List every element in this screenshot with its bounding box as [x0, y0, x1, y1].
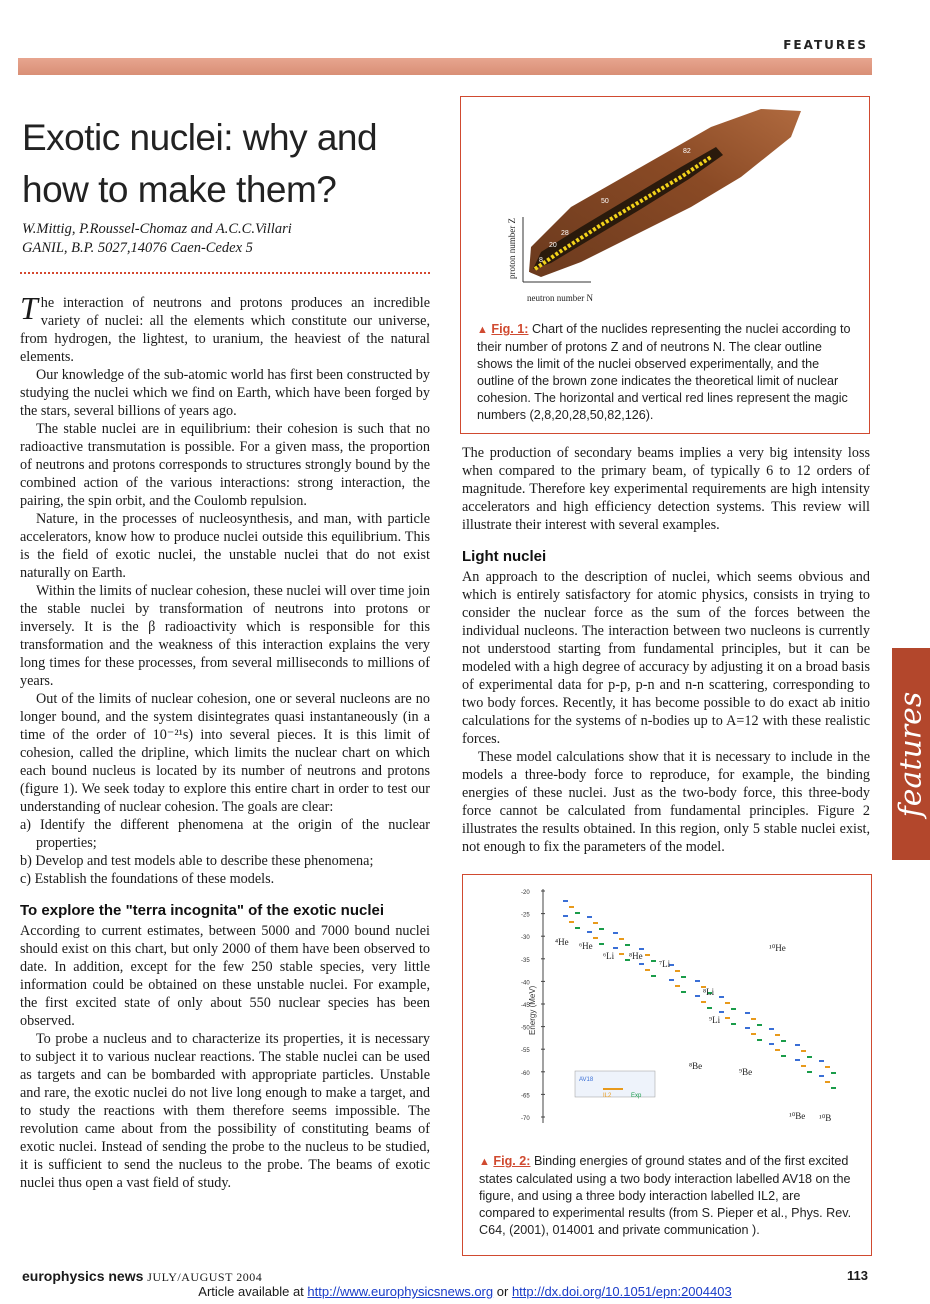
nucleus-label: ¹⁰B	[819, 1113, 832, 1123]
y-tick-label: -25	[521, 912, 530, 919]
section-heading: To explore the "terra incognita" of the exotic nuclei	[20, 902, 385, 919]
y-tick-label: -40	[521, 980, 530, 987]
paragraph: According to current estimates, between 5000 and 7000 bound nuclei should exist on this chart, but only 2000 of them have been observed to date. In addition, except for the few 250 stable species, very little information could be obtained on these unstable nuclei. For example, the first excited state of only about 550 nuclear species has been observed.	[20, 923, 430, 1029]
article-link-line	[0, 1284, 930, 1299]
figure-1	[460, 96, 870, 434]
nucleus-label: ¹⁰Be	[789, 1111, 806, 1121]
figure-2-tag: Fig. 2:	[493, 1154, 531, 1168]
nucleus-label: ⁹Be	[739, 1067, 753, 1077]
paragraph: To probe a nucleus and to characterize its properties, it is necessary to subject it to various nuclear reactions. The stable nuclei can be used as targets and can be bombarded with appropriate particles. Unstable and rare, the exotic nuclei do not live long enough to make a target, and to study the reactions with them therefore seems impossible. The revolution came about from the possibility of constituting beams of exotic nuclei. Instead of sending the probe to the nucleus to be studied, it is sufficient to send the nucleus to the probe. The beams of exotic nuclei thus open a vast field of study.	[20, 1031, 430, 1191]
nucleus-label: ⁷Li	[659, 959, 671, 969]
y-tick-label: -55	[521, 1048, 530, 1055]
magic-label: 50	[601, 198, 609, 205]
footer-journal	[22, 1268, 262, 1285]
paragraph: The stable nuclei are in equilibrium: their cohesion is such that no radioactive transmutation is possible. For a given mass, the proportion of neutrons and protons corresponds to structures strongly bound by the combined action of the various interactions: strong interaction, the pairing, the spin orbit, and the Coulomb repulsion.	[20, 421, 430, 509]
doi-link[interactable]: http://dx.doi.org/10.1051/epn:2004403	[511, 1284, 732, 1299]
legend	[575, 1071, 655, 1099]
y-axis-label: proton number Z	[507, 218, 517, 279]
magic-label: 8	[539, 257, 543, 264]
list-item: b) Develop and test models able to describe these phenomena;	[20, 853, 374, 869]
issue-date: JULY/AUGUST 2004	[147, 1270, 263, 1284]
figure-2-caption-text: Binding energies of ground states and of the first excited states calculated using a two body interaction labelled AV18 on the figure, and using a three body interaction labelled IL2, are compared to experimental results (from S. Pieper et al., Phys. Rev. C64, (2001), 014001 and private communication ).	[479, 1154, 852, 1237]
nucleus-label: ⁴He	[555, 937, 569, 947]
section-heading: Light nuclei	[462, 548, 547, 565]
energy-levels	[563, 901, 836, 1088]
nuclide-chart	[461, 97, 869, 309]
figure-2	[462, 874, 872, 1256]
magic-label: 2	[527, 272, 531, 279]
triangle-icon: ▲	[479, 1156, 490, 1168]
y-tick-label: -60	[521, 1070, 530, 1077]
title-divider	[20, 272, 430, 274]
magic-label: 126	[716, 114, 728, 121]
legend-exp: Exp	[631, 1093, 642, 1099]
x-axis-label: neutron number N	[527, 293, 593, 303]
features-side-tab	[892, 648, 930, 860]
figure-2-caption	[479, 1153, 857, 1239]
y-axis-label: Energy (MeV)	[528, 985, 537, 1035]
page-number: 113	[847, 1268, 868, 1283]
authors: W.Mittig, P.Roussel-Chomaz and A.C.C.Villari	[22, 221, 292, 237]
paragraph: Out of the limits of nuclear cohesion, one or several nucleons are no longer bound, and the system disintegrates quasi instantaneously (in a time of the order of 10⁻²¹s) into several pieces. It is this limit of cohesion, called the dripline, which limits the nuclear chart on which each bound nucleus is located by its number of neutrons and protons (figure 1). We seek today to explore this entire chart in order to test our understanding of nuclear cohesion. The goals are clear:	[20, 691, 430, 815]
nucleus-label: ⁸Li	[703, 987, 715, 997]
paragraph: The production of secondary beams implies a very big intensity loss when compared to the primary beam, of typically 6 to 12 orders of magnitude. Therefore key experimental requirements are high intensity accelerators and high efficiency detection systems. This review will illustrate their interest with several examples.	[462, 445, 870, 533]
legend-il2: IL2	[603, 1093, 612, 1099]
nucleus-label: ⁹Li	[709, 1015, 721, 1025]
list-item: a) Identify the different phenomena at the origin of the nuclear properties;	[20, 817, 430, 851]
figure-1-caption	[477, 321, 855, 424]
figure-1-caption-text: Chart of the nuclides representing the nuclei according to their number of protons Z and of neutrons N. The clear outline shows the limit of the nuclei observed experimentally, and the outline of the brown zone indicates the theoretical limit of nuclear cohesion. The horizontal and vertical red lines represent the magic numbers (2,8,20,28,50,82,126).	[477, 322, 851, 422]
binding-energy-chart	[463, 875, 871, 1145]
list-item: c) Establish the foundations of these models.	[20, 871, 275, 887]
affiliation: GANIL, B.P. 5027,14076 Caen-Cedex 5	[22, 240, 253, 256]
magic-label: 20	[549, 242, 557, 249]
nucleus-label: ¹⁰He	[769, 943, 786, 953]
paragraph: Within the limits of nuclear cohesion, these nuclei will over time join the stable nuclei by transformation of neutrons into protons or inversely. It is the β radioactivity which is responsible for this transformation and the weakness of this interaction explains the very long times for these processes, from several milliseconds to millions of years.	[20, 583, 430, 689]
left-column	[20, 290, 430, 1192]
y-tick-label: -20	[521, 890, 530, 896]
journal-name: europhysics news	[22, 1268, 144, 1284]
y-tick-label: -50	[521, 1025, 530, 1032]
article-prefix: Article available at	[198, 1284, 304, 1299]
paragraph: An approach to the description of nuclei, which seems obvious and which is entirely satisfactory for atomic physics, consists in trying to consider the nuclear force as the sum of the forces between the individual nucleons. The interaction between two nucleons is currently not understood starting from fundamental principles, but it can be modeled with a high degree of accuracy by adjusting it on a broad basis of experimental data for p-p, p-n and n-n scattering, corresponding to two body forces. Recently, it has become possible to do exact ab initio calculations for the systems of n-bodies up to A=12 with these realistic forces.	[462, 569, 870, 747]
europhysicsnews-link[interactable]: http://www.europhysicsnews.org	[307, 1284, 494, 1299]
magic-label: 28	[561, 230, 569, 237]
goals-list	[20, 816, 430, 888]
header-bar	[18, 58, 872, 75]
figure-1-tag: Fig. 1:	[491, 322, 529, 336]
right-column	[462, 444, 870, 856]
nucleus-label: ⁸Be	[689, 1061, 703, 1071]
section-label: FEATURES	[783, 38, 868, 52]
paragraph: The interaction of neutrons and protons produces an incredible variety of nuclei: all the elements which constitute our universe, from hydrogen, the lightest, to uranium, the heaviest of the natural elements.	[20, 290, 430, 365]
triangle-icon: ▲	[477, 324, 488, 336]
nucleus-label: ⁸He	[629, 951, 643, 961]
paragraph: These model calculations show that it is necessary to include in the models a three-body force to reproduce, for example, the binding energies of these nuclei. Just as the two-body force, this three-body force cannot be calculated from fundamental principles. Figure 2 illustrates the results obtained. In this region, only 5 stable nuclei exist, not enough to fix the parameters of the model.	[462, 749, 870, 855]
y-tick-label: -35	[521, 957, 530, 964]
or-text: or	[496, 1284, 509, 1299]
y-tick-label: -30	[521, 935, 530, 942]
magic-label: 82	[683, 148, 691, 155]
y-tick-label: -45	[521, 1003, 530, 1009]
legend-av18: AV18	[579, 1077, 594, 1083]
nucleus-label: ⁶Li	[603, 951, 615, 961]
nucleus-label: ⁶He	[579, 941, 593, 951]
side-tab-label: features	[893, 691, 929, 817]
article-title: Exotic nuclei: why and how to make them?	[22, 117, 378, 210]
y-tick-label: -65	[521, 1093, 530, 1100]
paragraph: Our knowledge of the sub-atomic world has first been constructed by studying the nuclei which we find on Earth, which have been forged by the stars, several billions of years ago.	[20, 367, 430, 419]
paragraph: Nature, in the processes of nucleosynthesis, and man, with particle accelerators, know how to produce nuclei outside this equilibrium. This is the field of exotic nuclei, the unstable nuclei that do not exist naturally on Earth.	[20, 511, 430, 581]
article-byline	[22, 220, 442, 258]
y-tick-label: -70	[521, 1116, 530, 1122]
